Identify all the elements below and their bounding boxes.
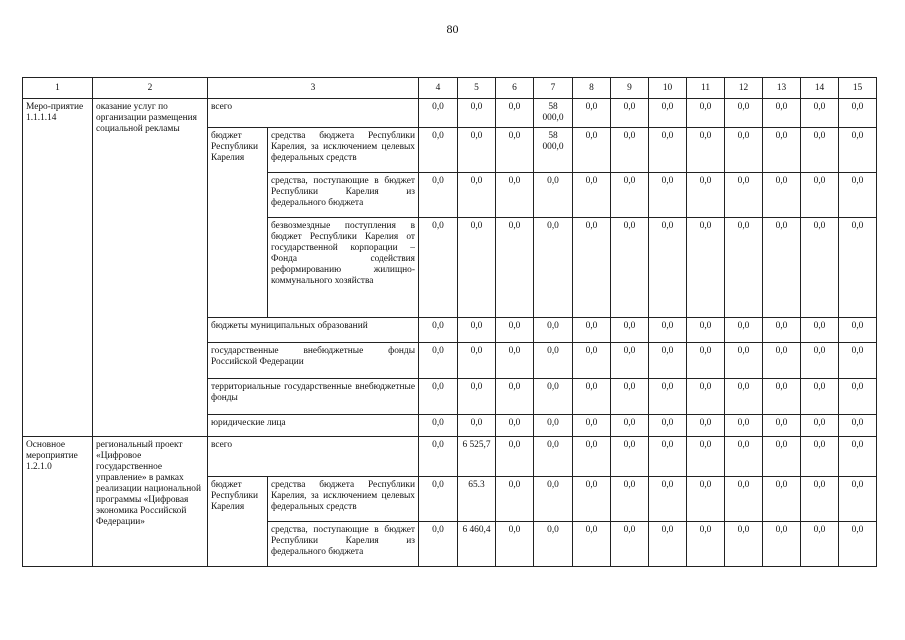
value-cell: 0,0 — [419, 437, 458, 477]
value-cell: 0,0 — [611, 379, 649, 415]
value-cell: 0,0 — [839, 379, 877, 415]
value-cell: 58 000,0 — [534, 99, 573, 128]
value-cell: 0,0 — [687, 218, 725, 318]
value-cell: 0,0 — [801, 173, 839, 218]
funding-source: бюджет Республики Карелия — [208, 128, 268, 318]
value-cell: 0,0 — [839, 318, 877, 343]
header-cell: 11 — [687, 78, 725, 99]
value-cell: 0,0 — [458, 128, 496, 173]
value-cell: 0,0 — [839, 99, 877, 128]
value-cell: 0,0 — [687, 173, 725, 218]
header-cell: 14 — [801, 78, 839, 99]
value-cell: 0,0 — [725, 318, 763, 343]
value-cell: 0,0 — [801, 477, 839, 522]
value-cell: 0,0 — [649, 99, 687, 128]
value-cell: 0,0 — [611, 437, 649, 477]
value-cell: 0,0 — [687, 318, 725, 343]
value-cell: 0,0 — [801, 318, 839, 343]
funding-subsource: средства бюджета Республики Карелия, за исключением целевых федеральных средств — [268, 128, 419, 173]
value-cell: 0,0 — [611, 173, 649, 218]
value-cell: 0,0 — [801, 522, 839, 567]
value-cell: 0,0 — [458, 415, 496, 437]
value-cell: 0,0 — [687, 343, 725, 379]
value-cell: 0,0 — [649, 379, 687, 415]
table-body — [23, 78, 877, 567]
value-cell: 0,0 — [458, 218, 496, 318]
value-cell: 0,0 — [419, 173, 458, 218]
value-cell: 0,0 — [611, 218, 649, 318]
funding-source: юридические лица — [208, 415, 419, 437]
value-cell: 0,0 — [801, 437, 839, 477]
value-cell: 0,0 — [611, 477, 649, 522]
value-cell: 0,0 — [611, 522, 649, 567]
value-cell: 0,0 — [725, 343, 763, 379]
header-cell: 13 — [763, 78, 801, 99]
value-cell: 0,0 — [419, 218, 458, 318]
value-cell: 0,0 — [496, 128, 534, 173]
funding-subsource: средства, поступающие в бюджет Республики Карелия из федерального бюджета — [268, 522, 419, 567]
header-cell: 2 — [93, 78, 208, 99]
table-row — [23, 437, 877, 477]
value-cell: 0,0 — [534, 318, 573, 343]
value-cell: 0,0 — [419, 318, 458, 343]
value-cell: 0,0 — [496, 343, 534, 379]
value-cell: 0,0 — [573, 318, 611, 343]
value-cell: 0,0 — [534, 173, 573, 218]
value-cell: 0,0 — [419, 343, 458, 379]
budget-table — [22, 77, 877, 567]
value-cell: 0,0 — [725, 415, 763, 437]
value-cell: 0,0 — [649, 173, 687, 218]
measure-name: оказание услуг по организации размещения социальной рекламы — [93, 99, 208, 437]
header-cell: 1 — [23, 78, 93, 99]
value-cell: 0,0 — [763, 477, 801, 522]
header-cell: 3 — [208, 78, 419, 99]
value-cell: 0,0 — [687, 99, 725, 128]
value-cell: 0,0 — [687, 128, 725, 173]
header-cell: 7 — [534, 78, 573, 99]
value-cell: 0,0 — [496, 415, 534, 437]
value-cell: 0,0 — [649, 318, 687, 343]
header-cell: 4 — [419, 78, 458, 99]
value-cell: 0,0 — [649, 437, 687, 477]
value-cell: 0,0 — [725, 99, 763, 128]
value-cell: 0,0 — [573, 173, 611, 218]
value-cell: 0,0 — [458, 99, 496, 128]
value-cell: 0,0 — [534, 437, 573, 477]
header-cell: 8 — [573, 78, 611, 99]
value-cell: 0,0 — [801, 218, 839, 318]
funding-source: бюджеты муниципальных образований — [208, 318, 419, 343]
value-cell: 0,0 — [839, 522, 877, 567]
value-cell: 0,0 — [687, 522, 725, 567]
value-cell: 0,0 — [763, 379, 801, 415]
value-cell: 0,0 — [763, 318, 801, 343]
value-cell: 0,0 — [725, 477, 763, 522]
value-cell: 0,0 — [801, 415, 839, 437]
value-cell: 0,0 — [611, 128, 649, 173]
value-cell: 58 000,0 — [534, 128, 573, 173]
value-cell: 0,0 — [763, 128, 801, 173]
value-cell: 0,0 — [725, 522, 763, 567]
value-cell: 0,0 — [458, 173, 496, 218]
value-cell: 6 460,4 — [458, 522, 496, 567]
value-cell: 0,0 — [573, 437, 611, 477]
value-cell: 0,0 — [458, 379, 496, 415]
value-cell: 0,0 — [419, 477, 458, 522]
funding-source: всего — [208, 99, 419, 128]
value-cell: 0,0 — [611, 415, 649, 437]
value-cell: 0,0 — [649, 477, 687, 522]
value-cell: 0,0 — [573, 522, 611, 567]
measure-code: Основное мероприятие 1.2.1.0 — [23, 437, 93, 567]
value-cell: 6 525,7 — [458, 437, 496, 477]
funding-source: государственные внебюджетные фонды Российской Федерации — [208, 343, 419, 379]
value-cell: 0,0 — [763, 437, 801, 477]
value-cell: 0,0 — [725, 128, 763, 173]
value-cell: 0,0 — [534, 343, 573, 379]
value-cell: 0,0 — [725, 437, 763, 477]
funding-subsource: средства бюджета Республики Карелия, за исключением целевых федеральных средств — [268, 477, 419, 522]
header-cell: 12 — [725, 78, 763, 99]
value-cell: 0,0 — [763, 522, 801, 567]
value-cell: 0,0 — [801, 128, 839, 173]
value-cell: 0,0 — [725, 173, 763, 218]
funding-subsource: средства, поступающие в бюджет Республики Карелия из федерального бюджета — [268, 173, 419, 218]
header-cell: 5 — [458, 78, 496, 99]
value-cell: 0,0 — [496, 99, 534, 128]
value-cell: 0,0 — [573, 218, 611, 318]
value-cell: 0,0 — [534, 379, 573, 415]
value-cell: 0,0 — [419, 128, 458, 173]
value-cell: 0,0 — [801, 379, 839, 415]
value-cell: 0,0 — [649, 218, 687, 318]
value-cell: 0,0 — [763, 415, 801, 437]
value-cell: 0,0 — [687, 477, 725, 522]
value-cell: 0,0 — [496, 173, 534, 218]
value-cell: 0,0 — [649, 522, 687, 567]
value-cell: 0,0 — [496, 437, 534, 477]
value-cell: 0,0 — [839, 437, 877, 477]
funding-source: территориальные государственные внебюджетные фонды — [208, 379, 419, 415]
value-cell: 0,0 — [687, 437, 725, 477]
value-cell: 0,0 — [496, 379, 534, 415]
value-cell: 0,0 — [534, 522, 573, 567]
value-cell: 0,0 — [573, 379, 611, 415]
measure-name: региональный проект «Цифровое государственное управление» в рамках реализации национальной программы «Цифровая экономика Российской Федерации» — [93, 437, 208, 567]
header-cell: 15 — [839, 78, 877, 99]
value-cell: 0,0 — [458, 318, 496, 343]
value-cell: 0,0 — [496, 218, 534, 318]
value-cell: 0,0 — [573, 128, 611, 173]
value-cell: 0,0 — [687, 415, 725, 437]
header-cell: 9 — [611, 78, 649, 99]
value-cell: 0,0 — [839, 173, 877, 218]
value-cell: 0,0 — [839, 477, 877, 522]
value-cell: 0,0 — [496, 477, 534, 522]
value-cell: 0,0 — [763, 218, 801, 318]
value-cell: 0,0 — [839, 128, 877, 173]
value-cell: 0,0 — [496, 522, 534, 567]
table-row — [23, 99, 877, 128]
value-cell: 0,0 — [496, 318, 534, 343]
value-cell: 0,0 — [763, 343, 801, 379]
value-cell: 0,0 — [801, 99, 839, 128]
header-cell: 10 — [649, 78, 687, 99]
value-cell: 0,0 — [839, 218, 877, 318]
value-cell: 0,0 — [649, 343, 687, 379]
value-cell: 0,0 — [534, 477, 573, 522]
value-cell: 0,0 — [573, 477, 611, 522]
value-cell: 0,0 — [725, 379, 763, 415]
value-cell: 0,0 — [687, 379, 725, 415]
value-cell: 65.3 — [458, 477, 496, 522]
value-cell: 0,0 — [839, 343, 877, 379]
value-cell: 0,0 — [611, 99, 649, 128]
value-cell: 0,0 — [649, 415, 687, 437]
value-cell: 0,0 — [419, 379, 458, 415]
funding-subsource: безвозмездные поступления в бюджет Республики Карелия от государственной корпорации – Фонда содействия реформированию жилищно-коммунального хозяйства — [268, 218, 419, 318]
value-cell: 0,0 — [534, 415, 573, 437]
value-cell: 0,0 — [611, 343, 649, 379]
value-cell: 0,0 — [573, 99, 611, 128]
page-number: 80 — [446, 22, 459, 36]
value-cell: 0,0 — [725, 218, 763, 318]
funding-source: всего — [208, 437, 419, 477]
header-cell: 6 — [496, 78, 534, 99]
value-cell: 0,0 — [419, 99, 458, 128]
funding-source: бюджет Республики Карелия — [208, 477, 268, 567]
value-cell: 0,0 — [573, 415, 611, 437]
value-cell: 0,0 — [534, 218, 573, 318]
value-cell: 0,0 — [419, 522, 458, 567]
value-cell: 0,0 — [458, 343, 496, 379]
value-cell: 0,0 — [611, 318, 649, 343]
value-cell: 0,0 — [801, 343, 839, 379]
value-cell: 0,0 — [839, 415, 877, 437]
header-row — [23, 78, 877, 99]
value-cell: 0,0 — [419, 415, 458, 437]
value-cell: 0,0 — [573, 343, 611, 379]
value-cell: 0,0 — [763, 99, 801, 128]
measure-code: Меро-приятие 1.1.1.14 — [23, 99, 93, 437]
value-cell: 0,0 — [649, 128, 687, 173]
value-cell: 0,0 — [763, 173, 801, 218]
